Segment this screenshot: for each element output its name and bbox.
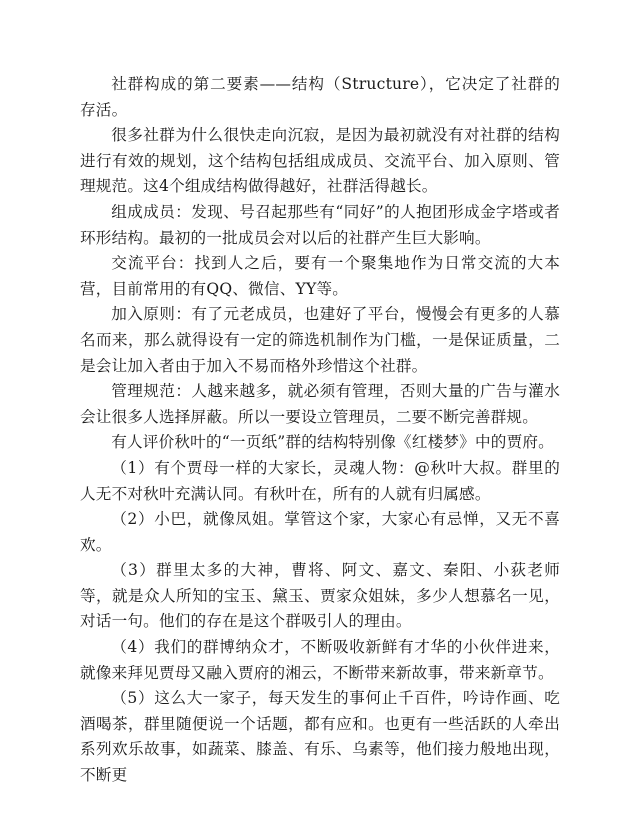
paragraph-item-4: （4）我们的群博纳众才，不断吸收新鲜有才华的小伙伴进来，就像来拜见贾母又融入贾府的湘云，不断带来新故事，带来新章节。 xyxy=(80,638,560,682)
article-body xyxy=(80,72,560,789)
paragraph-members: 组成成员：发现、号召起那些有“同好”的人抱团形成金字塔或者环形结构。最初的一批成员会对以后的社群产生巨大影响。 xyxy=(80,202,560,247)
paragraph-why-silent: 很多社群为什么很快走向沉寂，是因为最初就没有对社群的结构进行有效的规划，这个结构包括组成成员、交流平台、加入原则、管理规范。这4个组成结构做得越好，社群活得越长。 xyxy=(80,126,560,196)
paragraph-item-3: （3）群里太多的大神，曹将、阿文、嘉文、秦阳、小荻老师等，就是众人所知的宝玉、黛玉、贾家众姐妹，多少人想慕名一见，对话一句。他们的存在是这个群吸引人的理由。 xyxy=(80,561,560,631)
paragraph-platform: 交流平台：找到人之后，要有一个聚集地作为日常交流的大本营，目前常用的有QQ、微信、YY等。 xyxy=(80,254,560,298)
paragraph-item-1: （1）有个贾母一样的大家长，灵魂人物：@秋叶大叔。群里的人无不对秋叶充满认同。有秋叶在，所有的人就有归属感。 xyxy=(80,458,560,503)
paragraph-honglou-comparison: 有人评价秋叶的“一页纸”群的结构特别像《红楼梦》中的贾府。 xyxy=(111,433,554,452)
paragraph-structure-intro: 社群构成的第二要素——结构（Structure），它决定了社群的存活。 xyxy=(80,75,560,119)
paragraph-item-5: （5）这么大一家子，每天发生的事何止千百件，吟诗作画、吃酒喝茶，群里随便说一个话题，都有应和。也更有一些活跃的人牵出系列欢乐故事，如蔬菜、膝盖、有乐、乌素等，他们接力般地出现，不断更 xyxy=(80,689,560,785)
paragraph-join-principle: 加入原则：有了元老成员，也建好了平台，慢慢会有更多的人慕名而来，那么就得设有一定的筛选机制作为门槛，一是保证质量，二是会让加入者由于加入不易而格外珍惜这个社群。 xyxy=(80,305,560,375)
paragraph-item-2: （2）小巴，就像凤姐。掌管这个家，大家心有忌惮，又无不喜欢。 xyxy=(80,510,560,554)
paragraph-management: 管理规范：人越来越多，就必须有管理，否则大量的广告与灌水会让很多人选择屏蔽。所以一要设立管理员，二要不断完善群规。 xyxy=(80,382,560,426)
